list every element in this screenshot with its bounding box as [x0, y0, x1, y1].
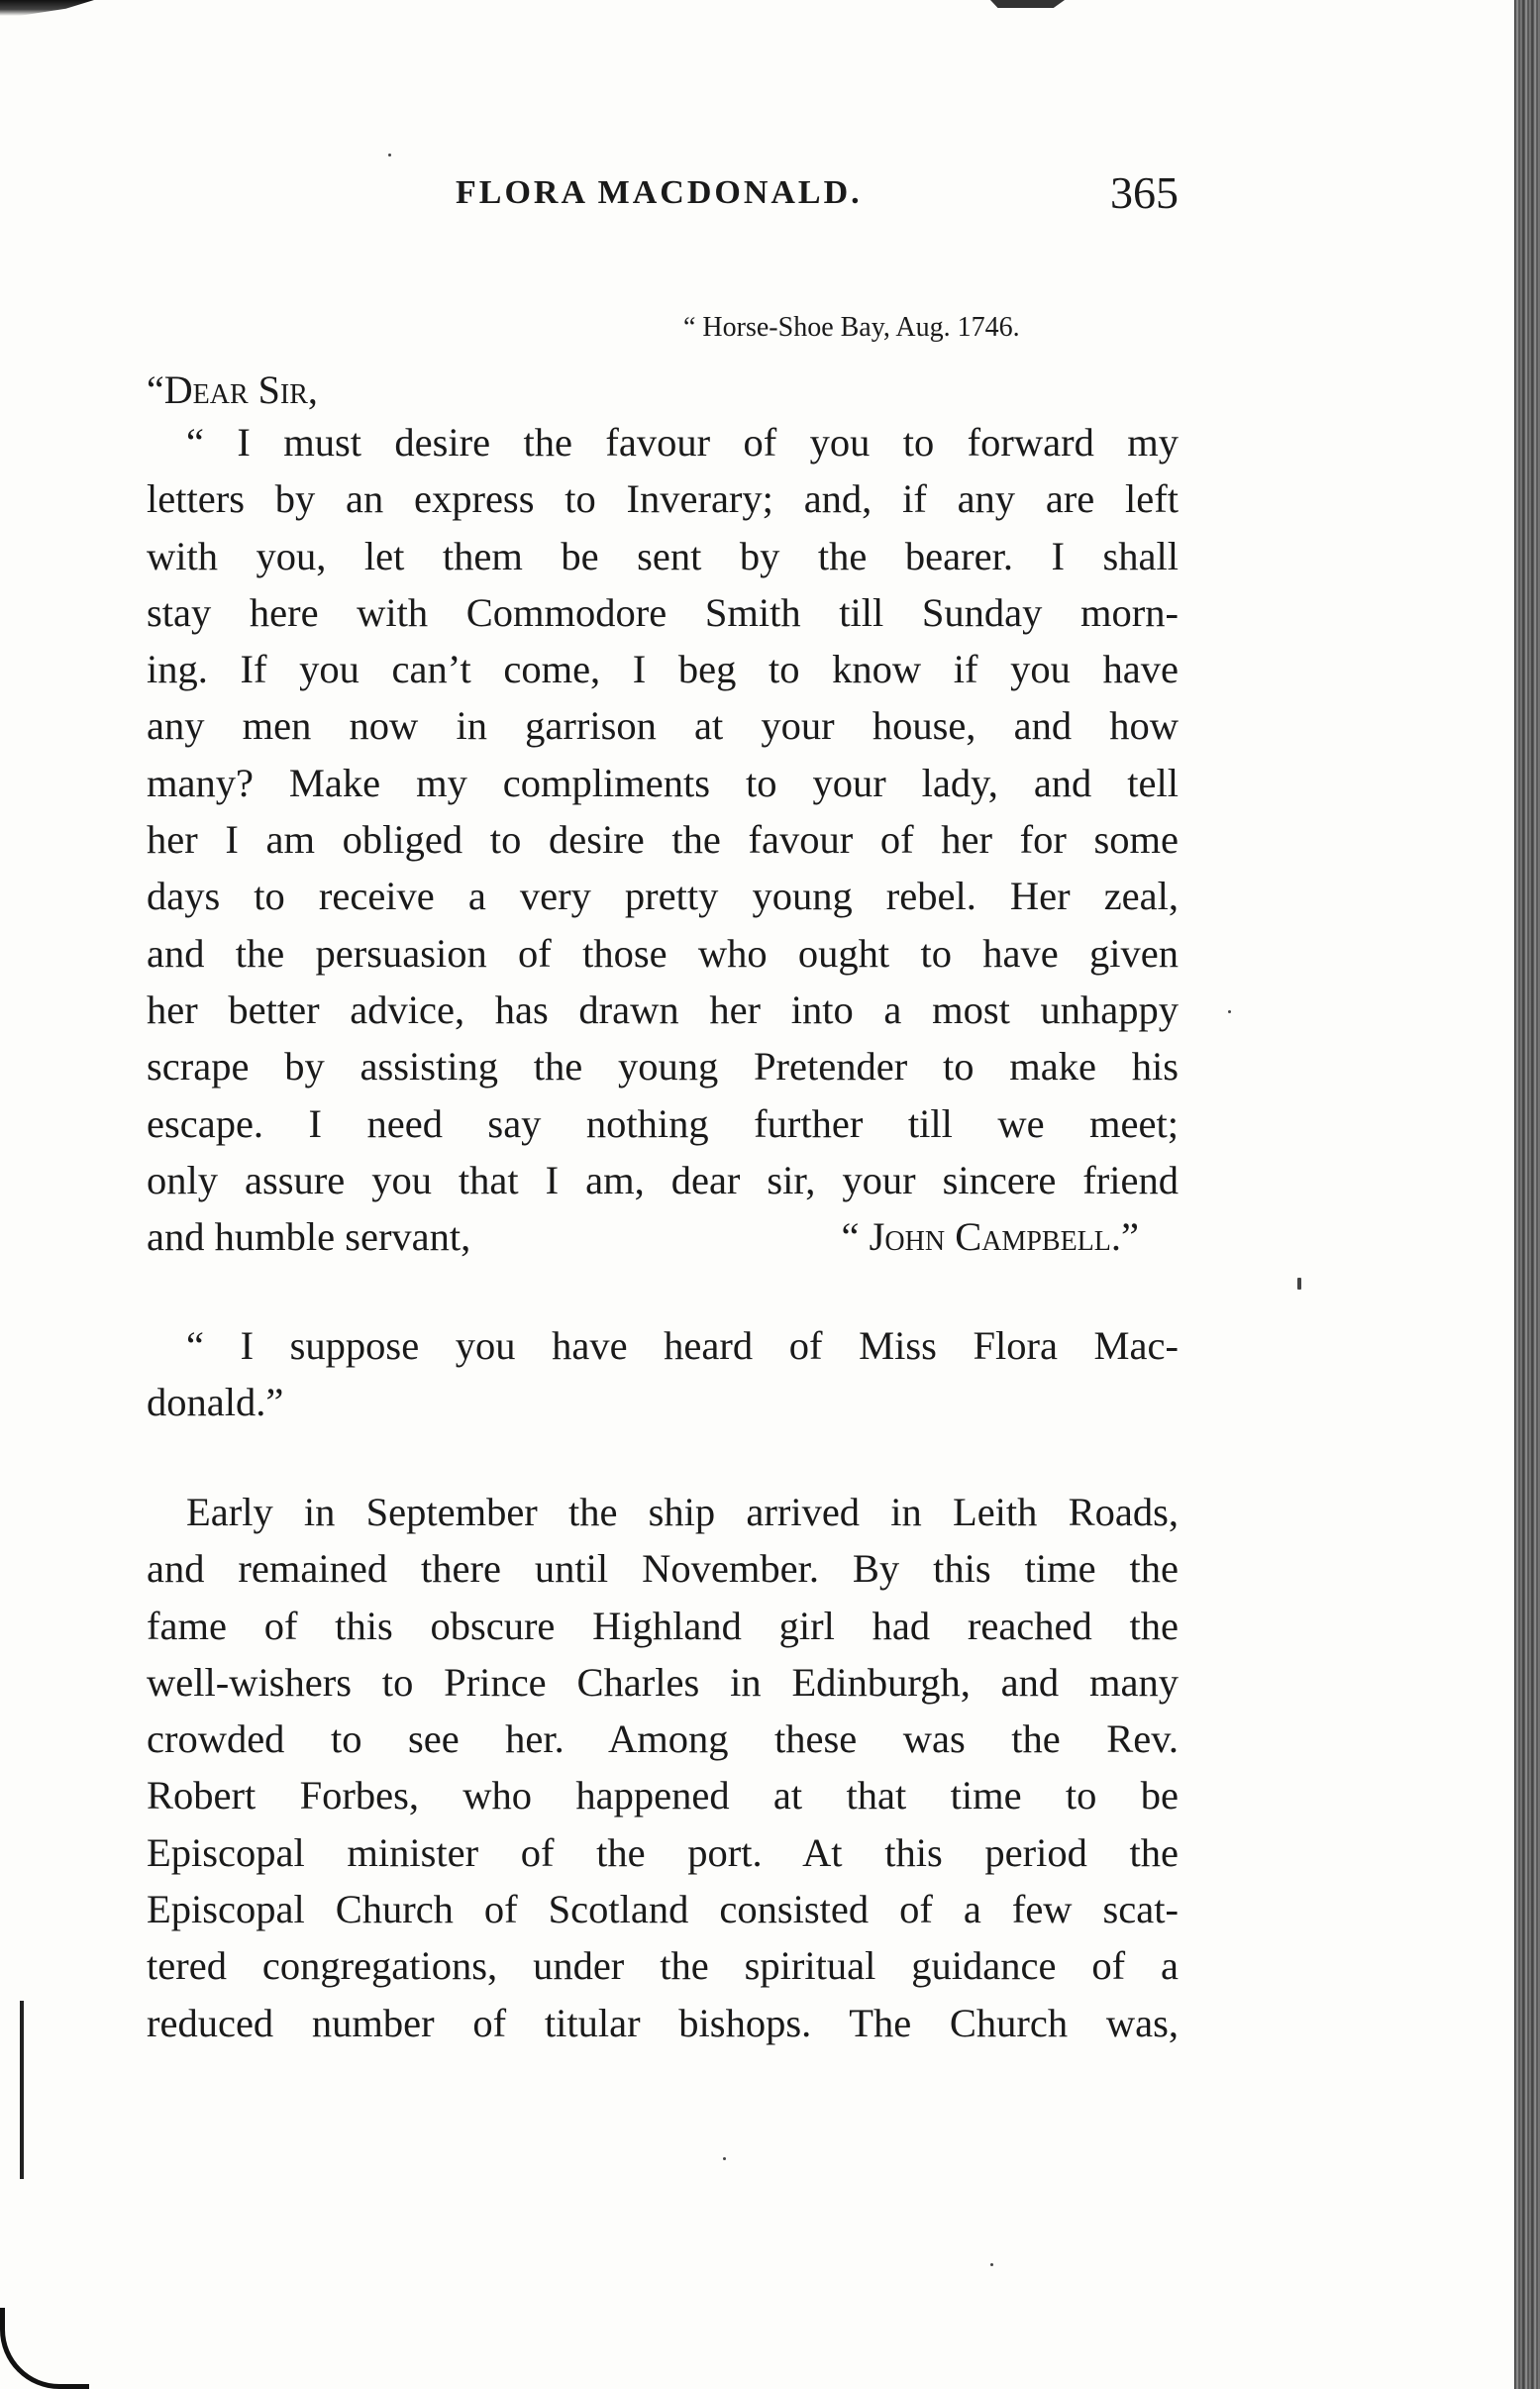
letter-postscript	[147, 1317, 1179, 1431]
paragraph-line: Episcopal minister of the port. At this period the	[147, 1829, 1179, 1875]
salutation-quote: “	[147, 367, 164, 412]
letter-line: only assure you that I am, dear sir, your sincere friend	[147, 1157, 1179, 1202]
scan-artifact-top-left	[0, 0, 94, 16]
letter-line: with you, let them be sent by the bearer. I shall	[147, 533, 1179, 578]
scan-speck	[1297, 1278, 1301, 1290]
scan-speck	[1228, 1010, 1231, 1013]
scan-binding-edge	[1514, 0, 1540, 2389]
letter-line: ing. If you can’t come, I beg to know if you have	[147, 647, 1179, 692]
paragraph-line: reduced number of titular bishops. The Church was,	[147, 2000, 1179, 2045]
running-header	[149, 166, 1179, 226]
postscript-line: donald.”	[147, 1380, 284, 1425]
paragraph-line: Robert Forbes, who happened at that time to be	[147, 1773, 1179, 1818]
letter-line: letters by an express to Inverary; and, if any are left	[147, 476, 1179, 522]
letter-salutation	[147, 366, 318, 413]
paragraph-line: tered congregations, under the spiritual guidance of a	[147, 1943, 1179, 1989]
scan-speck	[388, 154, 391, 156]
salutation-text: Dear Sir,	[163, 367, 318, 412]
page-number: 365	[1110, 167, 1179, 218]
paragraph-line: Episcopal Church of Scotland consisted of a few scat-	[147, 1887, 1179, 1932]
letter-signoff	[147, 1208, 1179, 1265]
body-paragraph	[147, 1484, 1179, 2051]
postscript-line: “ I suppose you have heard of Miss Flora Mac-	[186, 1323, 1179, 1368]
letter-line: any men now in garrison at your house, and how	[147, 703, 1179, 749]
paragraph-line: Early in September the ship arrived in Leith Roads,	[186, 1490, 1179, 1534]
paragraph-line: crowded to see her. Among these was the Rev.	[147, 1716, 1179, 1762]
paragraph-line: fame of this obscure Highland girl had reached the	[147, 1603, 1179, 1648]
letter-line: stay here with Commodore Smith till Sunday morn-	[147, 589, 1179, 635]
letter-line: and the persuasion of those who ought to have given	[147, 930, 1179, 976]
paragraph-line: and remained there until November. By this time the	[147, 1546, 1179, 1592]
running-title: FLORA MACDONALD.	[456, 174, 863, 211]
letter-line: her I am obliged to desire the favour of her for some	[147, 817, 1179, 863]
letter-line: “ I must desire the favour of you to forward my	[186, 420, 1179, 465]
letter-dateline: “ Horse-Shoe Bay, Aug. 1746.	[683, 312, 1020, 343]
scan-speck	[990, 2263, 993, 2266]
letter-body	[147, 414, 1179, 1265]
paragraph-line: well-wishers to Prince Charles in Edinburgh, and many	[147, 1659, 1179, 1705]
letter-line: days to receive a very pretty young rebel. Her zeal,	[147, 874, 1179, 919]
letter-closing: and humble servant,	[147, 1214, 471, 1260]
scan-artifact-bottom-left	[0, 2308, 89, 2389]
letter-signature: “ John Campbell.”	[841, 1214, 1139, 1260]
letter-line: many? Make my compliments to your lady, and tell	[147, 760, 1179, 805]
scan-artifact-left-line	[20, 2001, 24, 2179]
scan-speck	[723, 2157, 726, 2160]
letter-line: escape. I need say nothing further till we meet;	[147, 1100, 1179, 1146]
letter-line: her better advice, has drawn her into a most unhappy	[147, 987, 1179, 1032]
letter-line: scrape by assisting the young Pretender to make his	[147, 1044, 1179, 1090]
scan-artifact-top-center	[990, 0, 1065, 8]
